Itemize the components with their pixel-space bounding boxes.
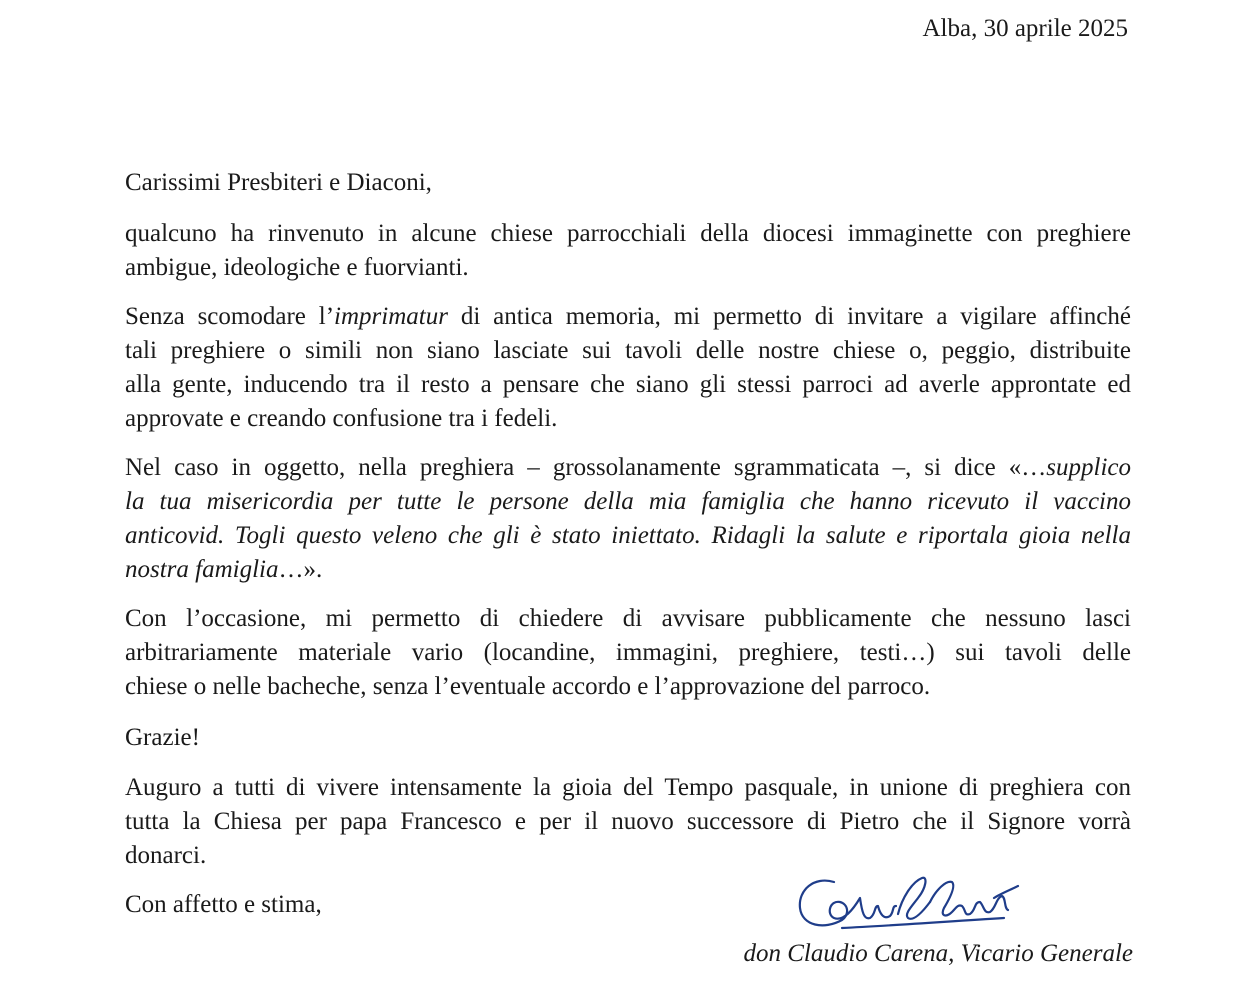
paragraph-6-line: tutta la Chiesa per papa Francesco e per il nuovo successore di Pietro che il Signore vorrà [125, 808, 1131, 835]
paragraph-2-line: approvate e creando confusione tra i fedeli. [125, 405, 558, 432]
paragraph-1-line: ambigue, ideologiche e fuorvianti. [125, 254, 469, 281]
paragraph-1-line: qualcuno ha rinvenuto in alcune chiese parrocchiali della diocesi immaginette con preghiere [125, 220, 1131, 247]
letter-salutation: Carissimi Presbiteri e Diaconi, [125, 169, 432, 196]
paragraph-6 [125, 771, 1131, 873]
paragraph-5 [125, 721, 1131, 755]
paragraph-2 [125, 300, 1131, 436]
thanks-line: Grazie! [125, 724, 200, 751]
handwritten-signature [790, 868, 1030, 948]
paragraph-2-line [125, 300, 1131, 334]
quoted-prayer-line: anticovid. Togli questo veleno che gli è stato iniettato. Ridagli la salute e riportala gioia nella [125, 522, 1131, 549]
paragraph-3-line [125, 553, 1131, 587]
paragraph-6-line: Auguro a tutti di vivere intensamente la gioia del Tempo pasquale, in unione di preghiera con [125, 774, 1131, 801]
paragraph-4-line: Con l’occasione, mi permetto di chiedere di avvisare pubblicamente che nessuno lasci [125, 605, 1131, 632]
quoted-prayer-line: la tua misericordia per tutte le persone della mia famiglia che hanno ricevuto il vaccino [125, 488, 1131, 515]
paragraph-4-line: arbitrariamente materiale vario (locandine, immagini, preghiere, testi…) sui tavoli delle [125, 639, 1131, 666]
paragraph-3-text: …». [278, 556, 323, 583]
paragraph-3-line [125, 451, 1131, 485]
paragraph-2-line: alla gente, inducendo tra il resto a pensare che siano gli stessi parroci ad averle approntate ed [125, 371, 1131, 398]
letter-date: Alba, 30 aprile 2025 [922, 15, 1128, 42]
signature-name: don Claudio Carena, Vicario Generale [743, 940, 1133, 967]
paragraph-4 [125, 602, 1131, 704]
paragraph-2-text: di antica memoria, mi permetto di invitare a vigilare affinché [447, 303, 1131, 330]
imprimatur-term: imprimatur [334, 303, 448, 330]
paragraph-1 [125, 217, 1131, 285]
paragraph-4-line: chiese o nelle bacheche, senza l’eventuale accordo e l’approvazione del parroco. [125, 673, 931, 700]
paragraph-2-text: Senza scomodare l’ [125, 303, 335, 330]
paragraph-3 [125, 451, 1131, 587]
paragraph-6-line: donarci. [125, 842, 207, 869]
paragraph-2-line: tali preghiere o simili non siano lasciate sui tavoli delle nostre chiese o, peggio, distribuite [125, 337, 1131, 364]
paragraph-3-text: Nel caso in oggetto, nella preghiera – grossolanamente sgrammaticata –, si dice «… [125, 454, 1047, 481]
letter-closing: Con affetto e stima, [125, 891, 322, 918]
quoted-prayer-text: nostra famiglia [125, 556, 279, 583]
quoted-prayer-text: supplico [1046, 454, 1131, 481]
